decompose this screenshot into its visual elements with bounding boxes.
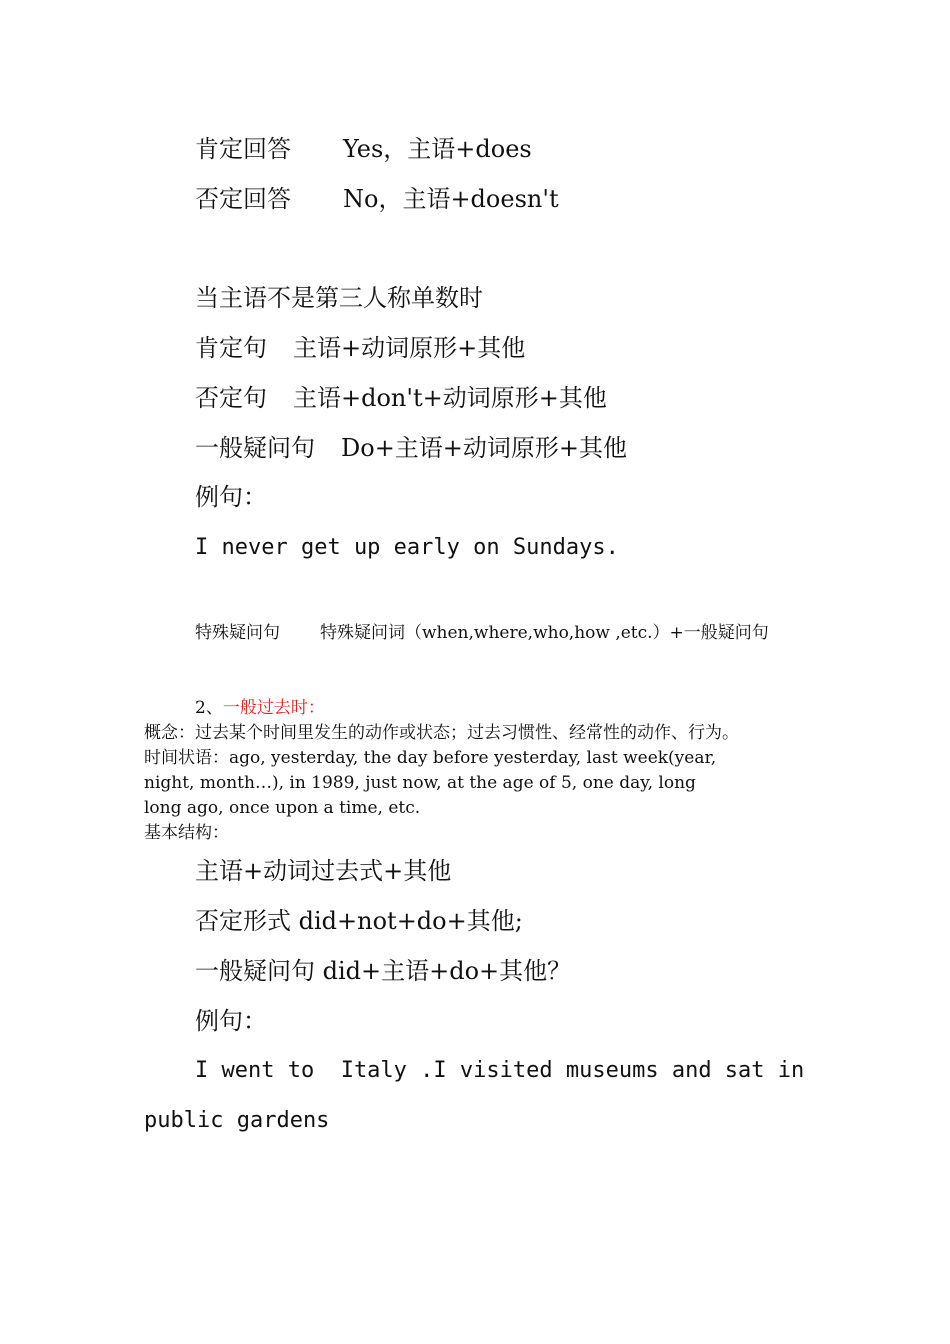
question-row [195, 436, 627, 460]
special-question-row [195, 625, 769, 642]
non-third-person-heading: 当主语不是第三人称单数时 [195, 284, 483, 312]
structure-label: 基本结构： [144, 823, 229, 843]
affirmative-answer-label: 肯定回答 [195, 135, 291, 163]
affirmative-row [195, 336, 525, 360]
past-tense-title: 一般过去时： [222, 698, 325, 718]
affirmative-rule: 主语+动词原形+其他 [293, 334, 526, 362]
negative-rule: 主语+don't+动词原形+其他 [293, 384, 607, 412]
negative-label: 否定句 [195, 384, 267, 412]
time-adverbials-line-1: 时间状语：ago, yesterday, the day before yesterday, last week(year, [144, 748, 717, 768]
affirmative-answer-rule: Yes，主语+does [343, 135, 532, 163]
time-adverbials-line-2: night, month…), in 1989, just now, at the age of 5, one day, long [144, 773, 696, 793]
negative-answer-rule: No，主语+doesn't [343, 185, 559, 213]
affirmative-answer-row [195, 137, 532, 161]
special-question-label: 特殊疑问句 [195, 623, 280, 643]
question-label: 一般疑问句 [195, 434, 315, 462]
past-example-line-2: public gardens [144, 1108, 330, 1133]
negative-answer-row [195, 187, 559, 211]
negative-row [195, 386, 607, 410]
past-negative: 否定形式 did+not+do+其他; [195, 907, 523, 935]
section-number: 2、 [195, 698, 223, 718]
affirmative-label: 肯定句 [195, 334, 267, 362]
special-question-rule: 特殊疑问词（when,where,who,how ,etc.）+一般疑问句 [320, 623, 769, 643]
past-example-label: 例句： [195, 1007, 267, 1035]
example-label: 例句： [195, 483, 267, 511]
question-rule: Do+主语+动词原形+其他 [341, 434, 628, 462]
example-sentence: I never get up early on Sundays. [195, 535, 619, 560]
past-structure: 主语+动词过去式+其他 [195, 857, 452, 885]
concept-text: 概念：过去某个时间里发生的动作或状态；过去习惯性、经常性的动作、行为。 [144, 723, 739, 743]
negative-answer-label: 否定回答 [195, 185, 291, 213]
past-example-line-1: I went to Italy .I visited museums and sat in [195, 1058, 805, 1083]
past-tense-heading [195, 700, 325, 717]
time-adverbials-line-3: long ago, once upon a time, etc. [144, 798, 421, 818]
past-question: 一般疑问句 did+主语+do+其他？ [195, 957, 572, 985]
